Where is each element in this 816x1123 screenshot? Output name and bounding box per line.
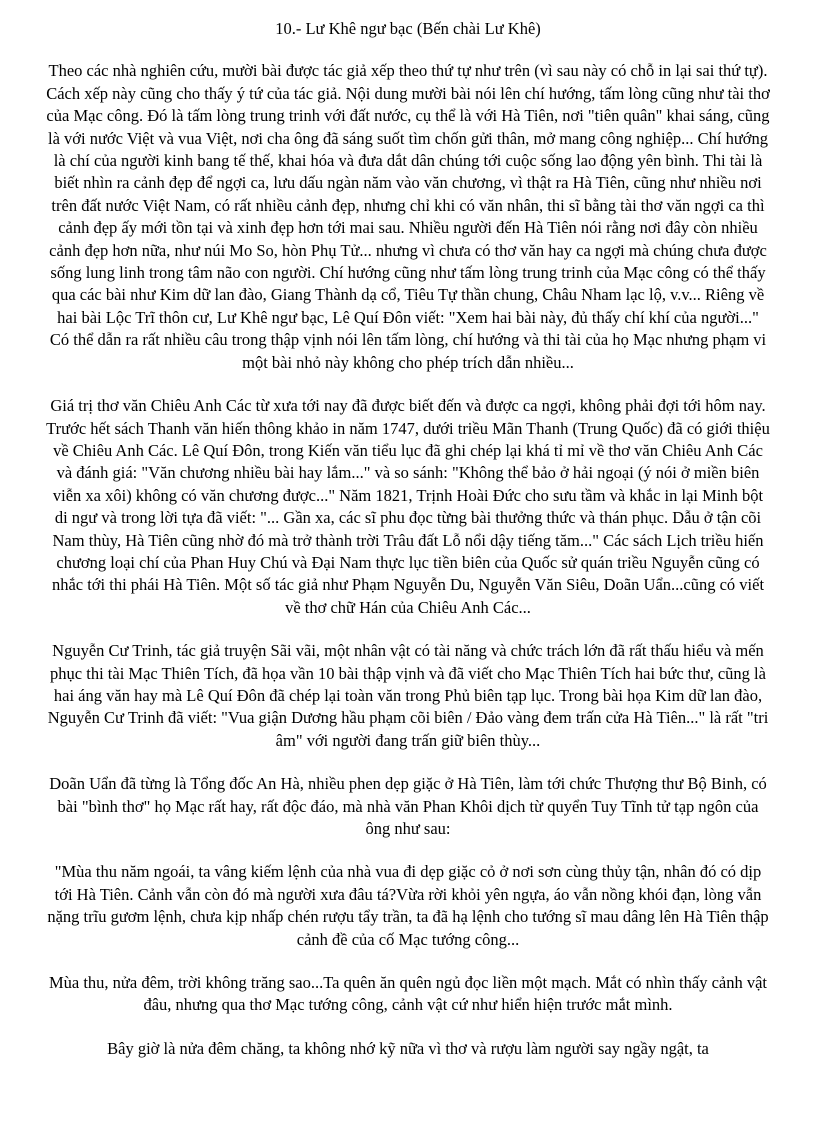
paragraph-5-quote: "Mùa thu năm ngoái, ta vâng kiếm lệnh của nhà vua đi dẹp giặc cỏ ở nơi sơn cùng thủy tận, nhân đó có dịp tới Hà Tiên. Cảnh vẫn còn đó mà người xưa đâu tá?Vừa rời khỏi yên ngựa, áo vẫn nồng khói đạn, lòng vẫn nặng trĩu gươm lệnh, chưa kịp nhấp chén rượu tẩy trần, ta đã hạ lệnh cho tướng sĩ mau dâng lên Hà Tiên thập cảnh đề của cố Mạc tướng công... [47, 862, 769, 949]
section-title: 10.- Lư Khê ngư bạc (Bến chài Lư Khê) [275, 19, 541, 38]
paragraph-6-quote: Mùa thu, nửa đêm, trời không trăng sao...Ta quên ăn quên ngủ đọc liền một mạch. Mắt có nhìn thấy cảnh vật đâu, nhưng qua thơ Mạc tướng công, cảnh vật cứ như hiển hiện trước mắt mình. [48, 973, 768, 1015]
paragraph-2: Giá trị thơ văn Chiêu Anh Các từ xưa tới nay đã được biết đến và được ca ngợi, không phải đợi tới hôm nay. Trước hết sách Thanh văn hiến thông khảo in năm 1747, dưới triều Mãn Thanh (Trung Quốc) đã có giới thiệu về Chiêu Anh Các. Lê Quí Đôn, trong Kiến văn tiểu lục đã ghi chép lại khá tỉ mỉ về thơ văn Chiêu Anh Các và đánh giá: "Văn chương nhiều bài hay lắm..." và so sánh: "Không thể bảo ở hải ngoại (ý nói ở miền biên viễn xa xôi) không có văn chương được..." Năm 1821, Trịnh Hoài Đức cho sưu tầm và khắc in lại Minh bột di ngư và trong lời tựa đã viết: "... Gần xa, các sĩ phu đọc từng bài thưởng thức và thán phục. Dẫu ở tận cõi Nam thùy, Hà Tiên cũng nhờ đó mà trở thành trời Trâu đất Lỗ nổi dậy tiếng tăm..." Các sách Lịch triều hiến chương loại chí của Phan Huy Chú và Đại Nam thực lục tiền biên của Quốc sử quán triều Nguyễn cũng có nhắc tới thi phái Hà Tiên. Một số tác giả như Phạm Nguyễn Du, Nguyễn Văn Siêu, Doãn Uẩn...cũng có viết về thơ chữ Hán của Chiêu Anh Các... [46, 396, 770, 617]
paragraph-4: Doãn Uẩn đã từng là Tổng đốc An Hà, nhiều phen dẹp giặc ở Hà Tiên, làm tới chức Thượng thư Bộ Binh, có bài "bình thơ" họ Mạc rất hay, rất độc đáo, mà nhà văn Phan Khôi dịch từ quyển Tuy Tĩnh tử tạp ngôn của ông như sau: [49, 774, 767, 838]
paragraph-3: Nguyễn Cư Trinh, tác giả truyện Sãi vãi, một nhân vật có tài năng và chức trách lớn đã rất thấu hiểu và mến phục thi tài Mạc Thiên Tích, đã họa vần 10 bài thập vịnh và đã viết cho Mạc Thiên Tích hai bức thư, cũng là hai áng văn hay mà Lê Quí Đôn đã chép lại toàn văn trong Phủ biên tạp lục. Trong bài họa Kim dữ lan đào, Nguyễn Cư Trinh đã viết: "Vua giận Dương hầu phạm cõi biên / Đảo vàng đem trấn cửa Hà Tiên..." là rất "tri âm" với người đang trấn giữ biên thùy... [47, 641, 769, 750]
paragraph-7-quote: Bây giờ là nửa đêm chăng, ta không nhớ kỹ nữa vì thơ và rượu làm người say ngầy ngật, ta [107, 1038, 709, 1058]
paragraph-1: Theo các nhà nghiên cứu, mười bài được tác giả xếp theo thứ tự như trên (vì sau này có chỗ in lại sai thứ tự). Cách xếp này cũng cho thấy ý tứ của tác giả. Nội dung mười bài nói lên chí hướng, tấm lòng cũng như tài thơ của Mạc công. Đó là tấm lòng trung trinh với đất nước, cụ thể là với Hà Tiên, nơi "tiên quân" khai sáng, cũng là với nước Việt và vua Việt, nơi cha ông đã sáng suốt tìm chốn gửi thân, mở mang công nghiệp... Chí hướng là chí của người kinh bang tế thế, khai hóa và đưa dắt dân chúng tới cuộc sống lao động yên bình. Thi tài là biết nhìn ra cảnh đẹp để ngợi ca, lưu dấu ngàn năm vào văn chương, vì thật ra Hà Tiên, cũng như nhiều nơi trên đất nước Việt Nam, có rất nhiều cảnh đẹp, nhưng chỉ khi có văn nhân, thi sĩ bằng tài thơ văn ngợi ca thì cảnh đẹp ấy mới tồn tại và xinh đẹp hơn tới mai sau. Nhiều người đến Hà Tiên nói rằng nơi đây còn nhiều cảnh đẹp hơn nữa, như núi Mo So, hòn Phụ Tử... nhưng vì chưa có thơ văn hay ca ngợi mà chúng chưa được sống lung linh trong tâm não con người. Chí hướng cũng như tấm lòng trung trinh của Mạc công có thể thấy qua các bài như Kim dữ lan đào, Giang Thành dạ cổ, Tiêu Tự thần chung, Châu Nham lạc lộ, v.v... Riêng về hai bài Lộc Trĩ thôn cư, Lư Khê ngư bạc, Lê Quí Đôn viết: "Xem hai bài này, đủ thấy chí khí của người..." Có thể dẫn ra rất nhiều câu trong thập vịnh nói lên tấm lòng, chí hướng và thi tài của họ Mạc nhưng phạm vi một bài nhỏ này không cho phép trích dẫn nhiều... [46, 61, 770, 372]
